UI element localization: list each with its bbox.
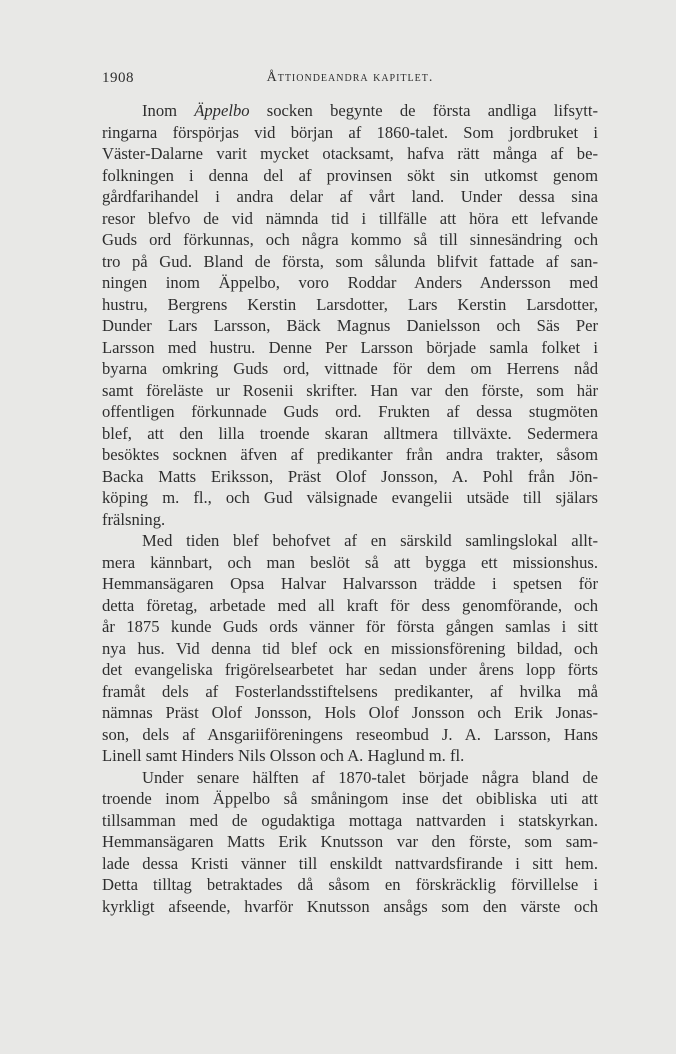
text-line: nämnas Präst Olof Jonsson, Hols Olof Jonsson och Erik Jonas-: [102, 703, 598, 722]
text-line: Under senare hälften af 1870-talet började några bland de: [142, 767, 598, 787]
text-line: tro på Gud. Bland de första, som sålunda blifvit fattade af san-: [102, 251, 598, 271]
text-line: Dunder Lars Larsson, Bäck Magnus Danielsson och Säs Per: [102, 316, 598, 335]
body-text: [102, 100, 598, 917]
text-line: frälsning.: [102, 509, 166, 529]
text-line: Detta tilltag betraktades då såsom en förskräcklig förvillelse i: [102, 875, 598, 894]
text-line: blef, att den lilla troende skaran alltmera tillväxte. Sedermera: [102, 423, 598, 443]
text-line: Väster-Dalarne varit mycket otacksamt, hafva rätt många af be-: [102, 144, 598, 163]
text-line: det evangeliska frigörelsearbetet har sedan under årens lopp förts: [102, 660, 598, 679]
text-line: ningen inom Äppelbo, voro Roddar Anders Andersson med: [102, 273, 598, 292]
text-line: köping m. fl., och Gud välsignade evangelii utsäde till själars: [102, 488, 598, 507]
text-line: hustru, Bergrens Kerstin Larsdotter, Lars Kerstin Larsdotter,: [102, 294, 598, 314]
text-line: byarna omkring Guds ord, vittnade för dem om Herrens nåd: [102, 359, 598, 378]
text-line: offentligen förkunnade Guds ord. Frukten af dessa stugmöten: [102, 402, 598, 421]
text-line: lade dessa Kristi vänner till enskildt nattvardsfirande i sitt hem.: [102, 853, 598, 873]
paragraph: [102, 530, 598, 767]
text-line: ringarna förspörjas vid början af 1860-talet. Som jordbruket i: [102, 122, 598, 142]
text-line: folkningen i denna del af provinsen sökt sin utkomst genom: [102, 165, 598, 185]
text-line: Med tiden blef behofvet af en särskild samlingslokal allt-: [142, 531, 598, 550]
text-line: gårdfarihandel i andra delar af vårt land. Under dessa sina: [102, 187, 598, 206]
page-number: 1908: [102, 70, 134, 86]
text-line: Backa Matts Eriksson, Präst Olof Jonsson, A. Pohl från Jön-: [102, 466, 598, 486]
text-line: nya hus. Vid denna tid blef ock en missionsförening bildad, och: [102, 638, 598, 658]
text-line: tillsamman med de ogudaktiga mottaga nattvarden i statskyrkan.: [102, 810, 598, 830]
text-line: samt föreläste ur Rosenii skrifter. Han var den förste, som här: [102, 380, 598, 400]
text-line: Hemmansägaren Matts Erik Knutsson var den förste, som sam-: [102, 832, 598, 851]
text-line: Linell samt Hinders Nils Olsson och A. Haglund m. fl.: [102, 746, 465, 765]
text-line: kyrkligt afseende, hvarför Knutsson ansågs som den värste och: [102, 896, 598, 916]
paragraph: [102, 100, 598, 530]
text-line: framåt dels af Fosterlandsstiftelsens predikanter, af hvilka må: [102, 681, 598, 701]
running-header: [102, 70, 598, 92]
text-line: resor blefvo de vid nämnda tid i tillfälle att höra ett lefvande: [102, 208, 598, 228]
text-line: son, dels af Ansgariiföreningens reseombud J. A. Larsson, Hans: [102, 724, 598, 744]
text-line: år 1875 kunde Guds ords vänner för första gången samlas i sitt: [102, 617, 598, 636]
running-title: Åttiondeandra kapitlet.: [266, 70, 434, 85]
paragraph: [102, 767, 598, 918]
text-line: Inom Äppelbo socken begynte de första andliga lifsytt-: [142, 101, 598, 120]
text-line: detta företag, arbetade med all kraft för dess genomförande, och: [102, 595, 598, 615]
text-line: Hemmansägaren Opsa Halvar Halvarsson trädde i spetsen för: [102, 574, 598, 593]
text-line: Larsson med hustru. Denne Per Larsson började samla folket i: [102, 337, 598, 357]
text-line: besöktes socknen äfven af predikanter från andra trakter, såsom: [102, 445, 598, 464]
text-line: mera kännbart, och man beslöt så att bygga ett missionshus.: [102, 552, 598, 572]
text-line: troende inom Äppelbo så småningom inse det obibliska uti att: [102, 789, 598, 808]
italic-place-name: Äppelbo: [194, 101, 250, 120]
text-line: Guds ord förkunnas, och några kommo så till sinnesändring och: [102, 230, 598, 249]
